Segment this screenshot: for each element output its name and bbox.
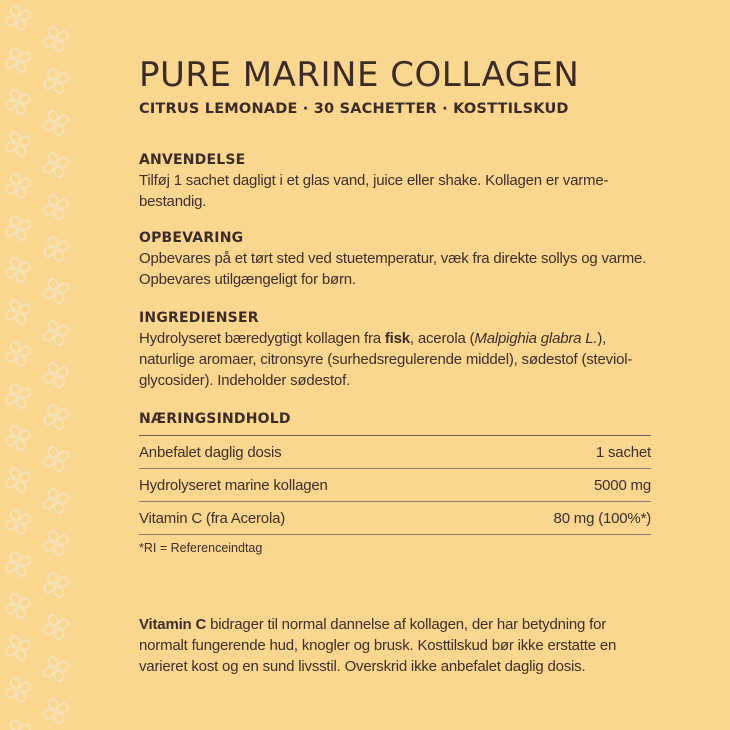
clover-icon xyxy=(1,505,35,539)
vitamin-c-claim: Vitamin C bidrager til normal dannelse af kollagen, der har betydning for normalt fungerende hud, knogler og brusk. Kosttilskud bør ikke erstatte en varieret kost og en sund livsstil. Overskrid ikke anbefalet daglig dosis. xyxy=(139,616,617,675)
clover-icon xyxy=(39,442,73,476)
label-content xyxy=(139,52,651,568)
clover-icon xyxy=(1,85,35,119)
clover-icon xyxy=(1,715,35,730)
nutrition-value: 5000 mg xyxy=(594,476,651,494)
clover-icon xyxy=(39,148,73,182)
product-subtitle: CITRUS LEMONADE · 30 SACHETTER · KOSTTILSKUD xyxy=(139,101,569,117)
usage-heading: ANVENDELSE xyxy=(139,152,246,168)
clover-icon xyxy=(1,169,35,203)
clover-icon xyxy=(1,337,35,371)
clover-icon xyxy=(39,232,73,266)
ingredients-section xyxy=(139,308,651,391)
clover-icon xyxy=(39,190,73,224)
nutrition-label: Hydrolyseret marine kollagen xyxy=(139,476,328,494)
nutrition-footnote: *RI = Referenceindtag xyxy=(139,541,263,555)
clover-icon xyxy=(1,547,35,581)
table-row xyxy=(139,469,651,502)
product-title: PURE MARINE COLLAGEN xyxy=(139,55,580,95)
clover-icon xyxy=(1,379,35,413)
ingredients-heading: INGREDIENSER xyxy=(139,310,259,326)
clover-icon xyxy=(39,358,73,392)
table-row xyxy=(139,436,651,469)
clover-icon xyxy=(1,127,35,161)
nutrition-heading: NÆRINGSINDHOLD xyxy=(139,409,651,436)
clover-icon xyxy=(39,274,73,308)
clover-icon xyxy=(1,211,35,245)
clover-icon xyxy=(39,22,73,56)
clover-icon xyxy=(39,400,73,434)
ingredients-text: Hydrolyseret bæredygtigt kollagen fra fisk, acerola (Malpighia glabra L.), naturlige aromaer, citronsyre (surhedsregulerende middel), sødestof (steviol-glycosider). Indeholder sødestof. xyxy=(139,330,633,389)
storage-section xyxy=(139,228,651,290)
clover-icon xyxy=(1,43,35,77)
clover-icon xyxy=(1,589,35,623)
storage-text: Opbevares på et tørt sted ved stuetemperatur, væk fra direkte sollys og varme. Opbevares utilgængeligt for børn. xyxy=(139,250,647,288)
clover-icon xyxy=(39,652,73,686)
clover-icon xyxy=(39,64,73,98)
table-row xyxy=(139,502,651,535)
clover-icon xyxy=(1,673,35,707)
clover-icon xyxy=(1,631,35,665)
nutrition-label: Anbefalet daglig dosis xyxy=(139,443,282,461)
clover-icon xyxy=(1,421,35,455)
usage-section xyxy=(139,150,651,212)
nutrition-value: 80 mg (100%*) xyxy=(553,509,651,527)
clover-icon xyxy=(1,253,35,287)
clover-icon xyxy=(39,610,73,644)
clover-icon xyxy=(39,694,73,728)
clover-icon xyxy=(1,295,35,329)
clover-icon xyxy=(39,484,73,518)
clover-icon xyxy=(39,526,73,560)
clover-icon xyxy=(39,316,73,350)
decorative-pattern xyxy=(0,0,76,730)
storage-heading: OPBEVARING xyxy=(139,230,244,246)
clover-icon xyxy=(39,106,73,140)
clover-icon xyxy=(39,568,73,602)
clover-icon xyxy=(1,463,35,497)
nutrition-section xyxy=(139,409,651,555)
usage-text: Tilføj 1 sachet dagligt i et glas vand, juice eller shake. Kollagen er varme-bestandig. xyxy=(139,172,609,210)
nutrition-label: Vitamin C (fra Acerola) xyxy=(139,509,286,527)
clover-icon xyxy=(1,1,35,35)
nutrition-value: 1 sachet xyxy=(595,443,651,461)
